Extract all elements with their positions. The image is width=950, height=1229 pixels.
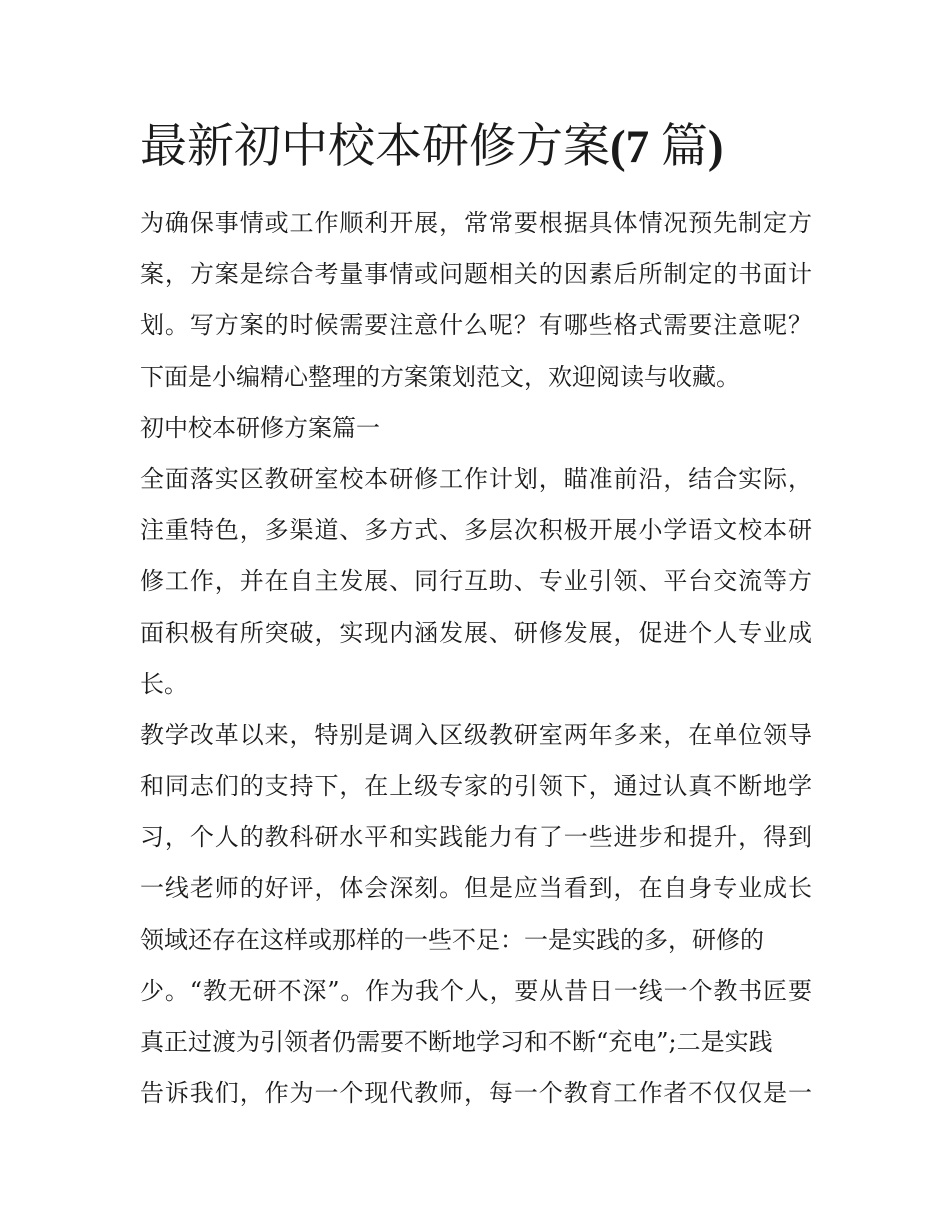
text-line: 和同志们的支持下，在上级专家的引领下，通过认真不断地学 bbox=[140, 772, 812, 801]
text-line: 少。“教无研不深”。作为我个人，要从昔日一线一个教书匠要 bbox=[140, 976, 812, 1005]
text-line: 为确保事情或工作顺利开展，常常要根据具体情况预先制定方 bbox=[140, 209, 812, 237]
text-line: 真正过渡为引领者仍需要不断地学习和不断“充电”;二是实践 bbox=[140, 1028, 773, 1056]
text-line: 下面是小编精心整理的方案策划范文，欢迎阅读与收藏。 bbox=[140, 362, 740, 391]
text-line: 一线老师的好评，体会深刻。但是应当看到，在自身专业成长 bbox=[140, 874, 812, 903]
text-line: 全面落实区教研室校本研修工作计划，瞄准前沿，结合实际， bbox=[140, 464, 812, 493]
title-main-text: 最新初中校本研修方案 bbox=[140, 119, 610, 174]
document-title bbox=[140, 116, 724, 178]
text-line: 注重特色，多渠道、多方式、多层次积极开展小学语文校本研 bbox=[140, 516, 812, 545]
title-close-text: ) bbox=[707, 121, 724, 173]
text-line: 长。 bbox=[140, 669, 188, 698]
text-line: 案，方案是综合考量事情或问题相关的因素后所制定的书面计 bbox=[140, 260, 812, 289]
text-line: 告诉我们，作为一个现代教师，每一个教育工作者不仅仅是一 bbox=[140, 1079, 812, 1108]
text-line: 修工作，并在自主发展、同行互助、专业引领、平台交流等方 bbox=[140, 567, 812, 596]
title-suffix-text: (7 bbox=[610, 121, 661, 173]
title-tail-text: 篇 bbox=[660, 119, 708, 174]
text-line: 习，个人的教科研水平和实践能力有了一些进步和提升，得到 bbox=[140, 823, 812, 852]
text-line: 划。写方案的时候需要注意什么呢？有哪些格式需要注意呢？ bbox=[140, 311, 812, 340]
text-line: 面积极有所突破，实现内涵发展、研修发展，促进个人专业成 bbox=[140, 618, 812, 647]
text-line: 教学改革以来，特别是调入区级教研室两年多来，在单位领导 bbox=[140, 720, 812, 749]
document-body bbox=[140, 198, 812, 1119]
text-line: 领域还存在这样或那样的一些不足：一是实践的多，研修的 bbox=[140, 925, 764, 954]
section-heading: 初中校本研修方案篇一 bbox=[140, 413, 380, 442]
